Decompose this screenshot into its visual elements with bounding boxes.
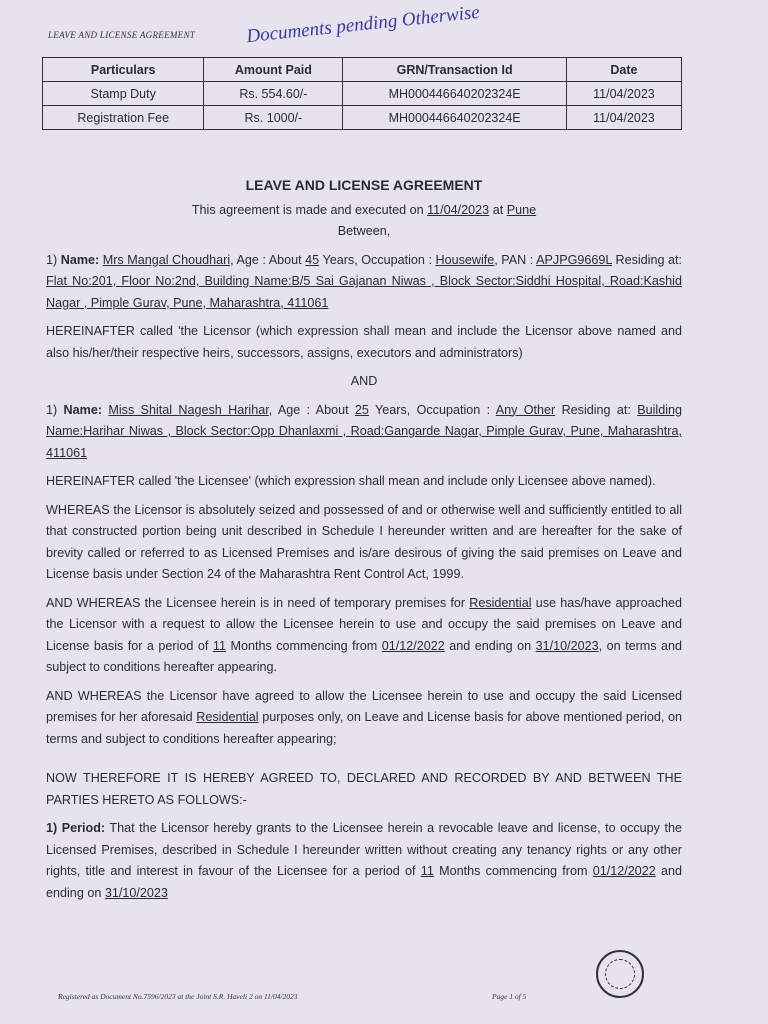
- licensee-clause: HEREINAFTER called 'the Licensee' (which expression shall mean and include only Licensee above named).: [46, 474, 656, 488]
- licensee-address: Building Name:Harihar Niwas , Block Sector:Opp Dhanlaxmi , Road:Gangarde Nagar, Pimple Gurav, Pune, Maharashtra, 411061: [46, 402, 683, 460]
- licensor-pan-label: , PAN :: [494, 252, 534, 267]
- table-cell: Rs. 554.60/-: [204, 82, 343, 106]
- intro-text: This agreement is made and executed on: [191, 202, 424, 217]
- licensor-details: [46, 250, 682, 315]
- between-line: Between,: [337, 224, 391, 238]
- handwritten-note: Documents pending Otherwise: [245, 1, 481, 48]
- period-months: 11: [212, 638, 226, 653]
- period-text-a: That the Licensor hereby grants to the Licensee herein a revocable leave and license, to occupy the Licensed Premises, described in Schedule I hereunder written without creating any tenancy rights or any other rights, title and interest in favour of the Licensee for a period of: [46, 821, 682, 878]
- period-label: 1) Period:: [46, 821, 106, 835]
- registration-footer: Registered as Document No.7596/2023 at the Joint S.R. Haveli 2 on 11/04/2023: [58, 992, 298, 1001]
- end-date: 31/10/2023: [535, 638, 599, 653]
- licensor-num: 1): [46, 252, 58, 267]
- licensor-occupation-label: Years, Occupation :: [322, 252, 432, 267]
- agreement-date: 11/04/2023: [427, 202, 490, 217]
- whereas-2-text-c: Months commencing from: [230, 638, 378, 653]
- whereas-3-text-a: AND WHEREAS the Licensor have agreed to allow the Licensee herein to use and occupy the said Licensed premises for her aforesaid: [46, 688, 682, 724]
- whereas-2-text-b: use has/have approached the Licensor with a request to allow the Licensee herein to use and occupy the said premises on Leave and License basis for a period of: [46, 595, 683, 653]
- licensor-residing-label: Residing at:: [615, 252, 682, 267]
- licensor-clause: HEREINAFTER called 'the Licensor (which expression shall mean and include the Licensor above named and also his/her/their respective heirs, successors, assigns, executors and administrators): [46, 324, 682, 360]
- page-number: Page 1 of 5: [492, 992, 527, 1001]
- agreement-place: Pune: [506, 202, 537, 217]
- licensor-address: Flat No:201, Floor No:2nd, Building Name:B/5 Sai Gajanan Niwas , Block Sector:Siddhi Hospital, Road:Kashid Nagar , Pimple Gurav, Pune, Maharashtra, 411061: [46, 274, 682, 310]
- licensor-pan: APJPG9669L: [536, 252, 612, 267]
- licensor-name: Mrs Mangal Choudhari: [102, 252, 231, 267]
- column-header: Date: [566, 58, 681, 82]
- period-months: 11: [420, 864, 434, 878]
- licensee-num: 1): [46, 402, 58, 417]
- whereas-paragraph-1: WHEREAS the Licensor is absolutely seized and possessed of and or otherwise well and sufficiently entitled to all that constructed portion being unit described in Schedule I hereunder written and are hereafter for the sake of brevity called or referred to as Licensed Premises and is/are desirous of giving the said premises on Leave and License basis under Section 24 of the Maharashtra Rent Control Act, 1999.: [46, 502, 682, 581]
- start-date: 01/12/2022: [592, 864, 656, 878]
- column-header: Amount Paid: [204, 58, 343, 82]
- whereas-2-text-e: , on terms and subject to conditions hereafter appearing.: [46, 638, 683, 674]
- licensee-name: Miss Shital Nagesh Harihar: [108, 402, 269, 417]
- licensor-age-label: , Age : About: [230, 252, 302, 267]
- official-seal-icon: [596, 950, 644, 998]
- licensee-details: [46, 400, 682, 465]
- licensee-name-label: Name:: [63, 402, 103, 417]
- licensee-residing-label: Residing at:: [561, 402, 631, 417]
- licensee-age-label: , Age : About: [268, 402, 349, 417]
- column-header: Particulars: [43, 58, 204, 82]
- fee-table-header: [43, 58, 682, 82]
- licensee-occupation-label: Years, Occupation :: [375, 402, 491, 417]
- column-header: GRN/Transaction Id: [343, 58, 567, 82]
- licensor-name-label: Name:: [60, 252, 100, 267]
- table-cell: 11/04/2023: [566, 82, 681, 106]
- agreement-body: [46, 175, 682, 911]
- period-text-b: Months commencing from: [439, 864, 588, 878]
- fee-table: [42, 57, 682, 130]
- table-cell: MH000446640202324E: [343, 106, 567, 130]
- table-cell: Registration Fee: [43, 106, 204, 130]
- whereas-3-text-b: purposes only, on Leave and License basis for above mentioned period, on terms and subject to conditions hereafter appearing;: [46, 710, 682, 746]
- table-row: [43, 82, 682, 106]
- period-text-c: and ending on: [46, 864, 683, 900]
- table-cell: Rs. 1000/-: [204, 106, 343, 130]
- purpose: Residential: [196, 710, 259, 724]
- licensee-age: 25: [354, 402, 369, 417]
- table-row: [43, 106, 682, 130]
- now-therefore-clause: NOW THEREFORE IT IS HEREBY AGREED TO, DECLARED AND RECORDED BY AND BETWEEN THE PARTIES HERETO AS FOLLOWS:-: [46, 771, 682, 807]
- table-cell: MH000446640202324E: [343, 82, 567, 106]
- licensor-occupation: Housewife: [435, 252, 495, 267]
- whereas-paragraph-2: [46, 593, 682, 679]
- intro-at: at: [492, 202, 504, 217]
- purpose: Residential: [469, 595, 532, 610]
- whereas-paragraph-3: [46, 686, 682, 751]
- whereas-2-text-a: AND WHEREAS the Licensee herein is in need of temporary premises for: [46, 595, 466, 610]
- intro-line: [46, 200, 682, 222]
- running-header: LEAVE AND LICENSE AGREEMENT: [48, 30, 196, 40]
- document-title: LEAVE AND LICENSE AGREEMENT: [245, 177, 483, 193]
- licensor-age: 45: [305, 252, 320, 267]
- end-date: 31/10/2023: [104, 885, 168, 900]
- period-clause: [46, 818, 682, 904]
- table-cell: Stamp Duty: [43, 82, 204, 106]
- licensee-occupation: Any Other: [495, 402, 556, 417]
- whereas-2-text-d: and ending on: [449, 638, 532, 653]
- table-cell: 11/04/2023: [566, 106, 681, 130]
- and-separator: AND: [350, 374, 378, 388]
- start-date: 01/12/2022: [381, 638, 445, 653]
